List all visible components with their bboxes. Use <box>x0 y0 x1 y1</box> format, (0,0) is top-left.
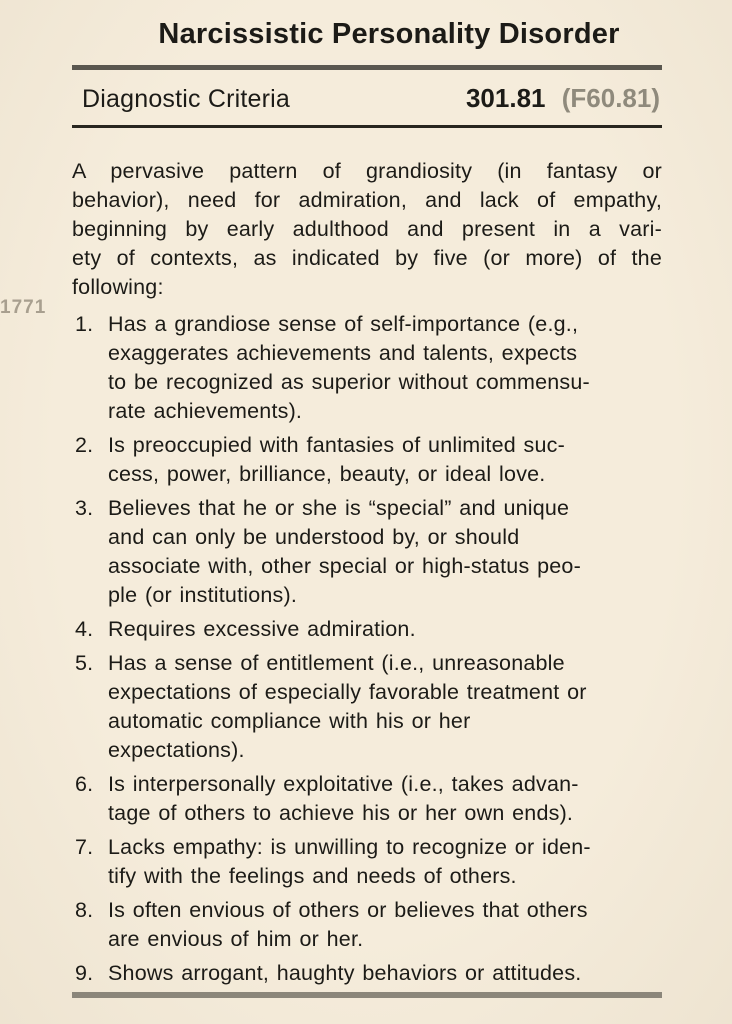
criterion-number: 5. <box>75 651 94 675</box>
criterion-text <box>108 896 662 954</box>
criterion-item <box>72 310 662 426</box>
criterion-item <box>72 431 662 489</box>
criterion-text <box>108 310 662 426</box>
dsm-code: 301.81 <box>465 83 546 113</box>
margin-page-number: 1771 <box>0 297 47 318</box>
criterion-item <box>72 649 662 765</box>
criterion-text <box>108 649 662 765</box>
text-line: tify with the feelings and needs of others. <box>108 864 517 888</box>
text-line: Is preoccupied with fantasies of unlimited suc- <box>108 433 565 457</box>
criterion-number: 1. <box>75 312 94 336</box>
text-line: cess, power, brilliance, beauty, or ideal love. <box>108 462 546 486</box>
text-line: expectations of especially favorable treatment or <box>108 680 587 704</box>
criterion-text <box>108 431 662 489</box>
text-line: behavior), need for admiration, and lack of empathy, <box>72 188 662 212</box>
text-line: associate with, other special or high-status peo- <box>108 554 581 578</box>
text-line: Shows arrogant, haughty behaviors or attitudes. <box>108 961 582 985</box>
bottom-rule <box>72 992 662 998</box>
criterion-number: 8. <box>75 898 94 922</box>
criterion-number: 6. <box>75 772 94 796</box>
criterion-text <box>108 770 662 828</box>
criterion-number: 2. <box>75 433 94 457</box>
page-title: Narcissistic Personality Disorder <box>158 18 620 50</box>
text-line: Is often envious of others or believes that others <box>108 898 588 922</box>
text-line: to be recognized as superior without commensu- <box>108 370 590 394</box>
text-line: ety of contexts, as indicated by five (or more) of the <box>72 246 662 270</box>
text-line: tage of others to achieve his or her own ends). <box>108 801 574 825</box>
criterion-number: 7. <box>75 835 94 859</box>
text-line: ple (or institutions). <box>108 583 298 607</box>
criterion-item <box>72 770 662 828</box>
icd-code: (F60.81) <box>561 83 660 113</box>
text-line: following: <box>72 275 164 299</box>
criteria-list <box>72 310 662 988</box>
criterion-number: 9. <box>75 961 94 985</box>
text-line: exaggerates achievements and talents, expects <box>108 341 578 365</box>
text-line: expectations). <box>108 738 245 762</box>
text-line: A pervasive pattern of grandiosity (in fantasy or <box>72 159 662 183</box>
text-line: automatic compliance with his or her <box>108 709 471 733</box>
text-line: Has a sense of entitlement (i.e., unreasonable <box>108 651 565 675</box>
criterion-text <box>108 833 662 891</box>
text-line: Has a grandiose sense of self-importance (e.g., <box>108 312 579 336</box>
text-line: are envious of him or her. <box>108 927 364 951</box>
text-line: Believes that he or she is “special” and unique <box>108 496 570 520</box>
criterion-number: 3. <box>75 496 94 520</box>
criteria-header-label: Diagnostic Criteria <box>82 85 291 113</box>
text-line: rate achievements). <box>108 399 303 423</box>
criterion-text <box>108 494 662 610</box>
criterion-item <box>72 959 662 988</box>
criterion-item <box>72 494 662 610</box>
text-line: Requires excessive admiration. <box>108 617 416 641</box>
criterion-item <box>72 896 662 954</box>
diagnostic-codes <box>466 83 660 114</box>
criterion-text <box>108 615 662 644</box>
criterion-text <box>108 959 662 988</box>
criterion-item <box>72 615 662 644</box>
text-line: Is interpersonally exploitative (i.e., takes advan- <box>108 772 579 796</box>
intro-paragraph <box>72 157 662 302</box>
text-line: Lacks empathy: is unwilling to recognize or iden- <box>108 835 591 859</box>
mid-rule <box>72 125 662 128</box>
text-line: beginning by early adulthood and present in a vari- <box>72 217 662 241</box>
criterion-item <box>72 833 662 891</box>
criterion-number: 4. <box>75 617 94 641</box>
criteria-header <box>72 70 662 125</box>
text-line: and can only be understood by, or should <box>108 525 520 549</box>
